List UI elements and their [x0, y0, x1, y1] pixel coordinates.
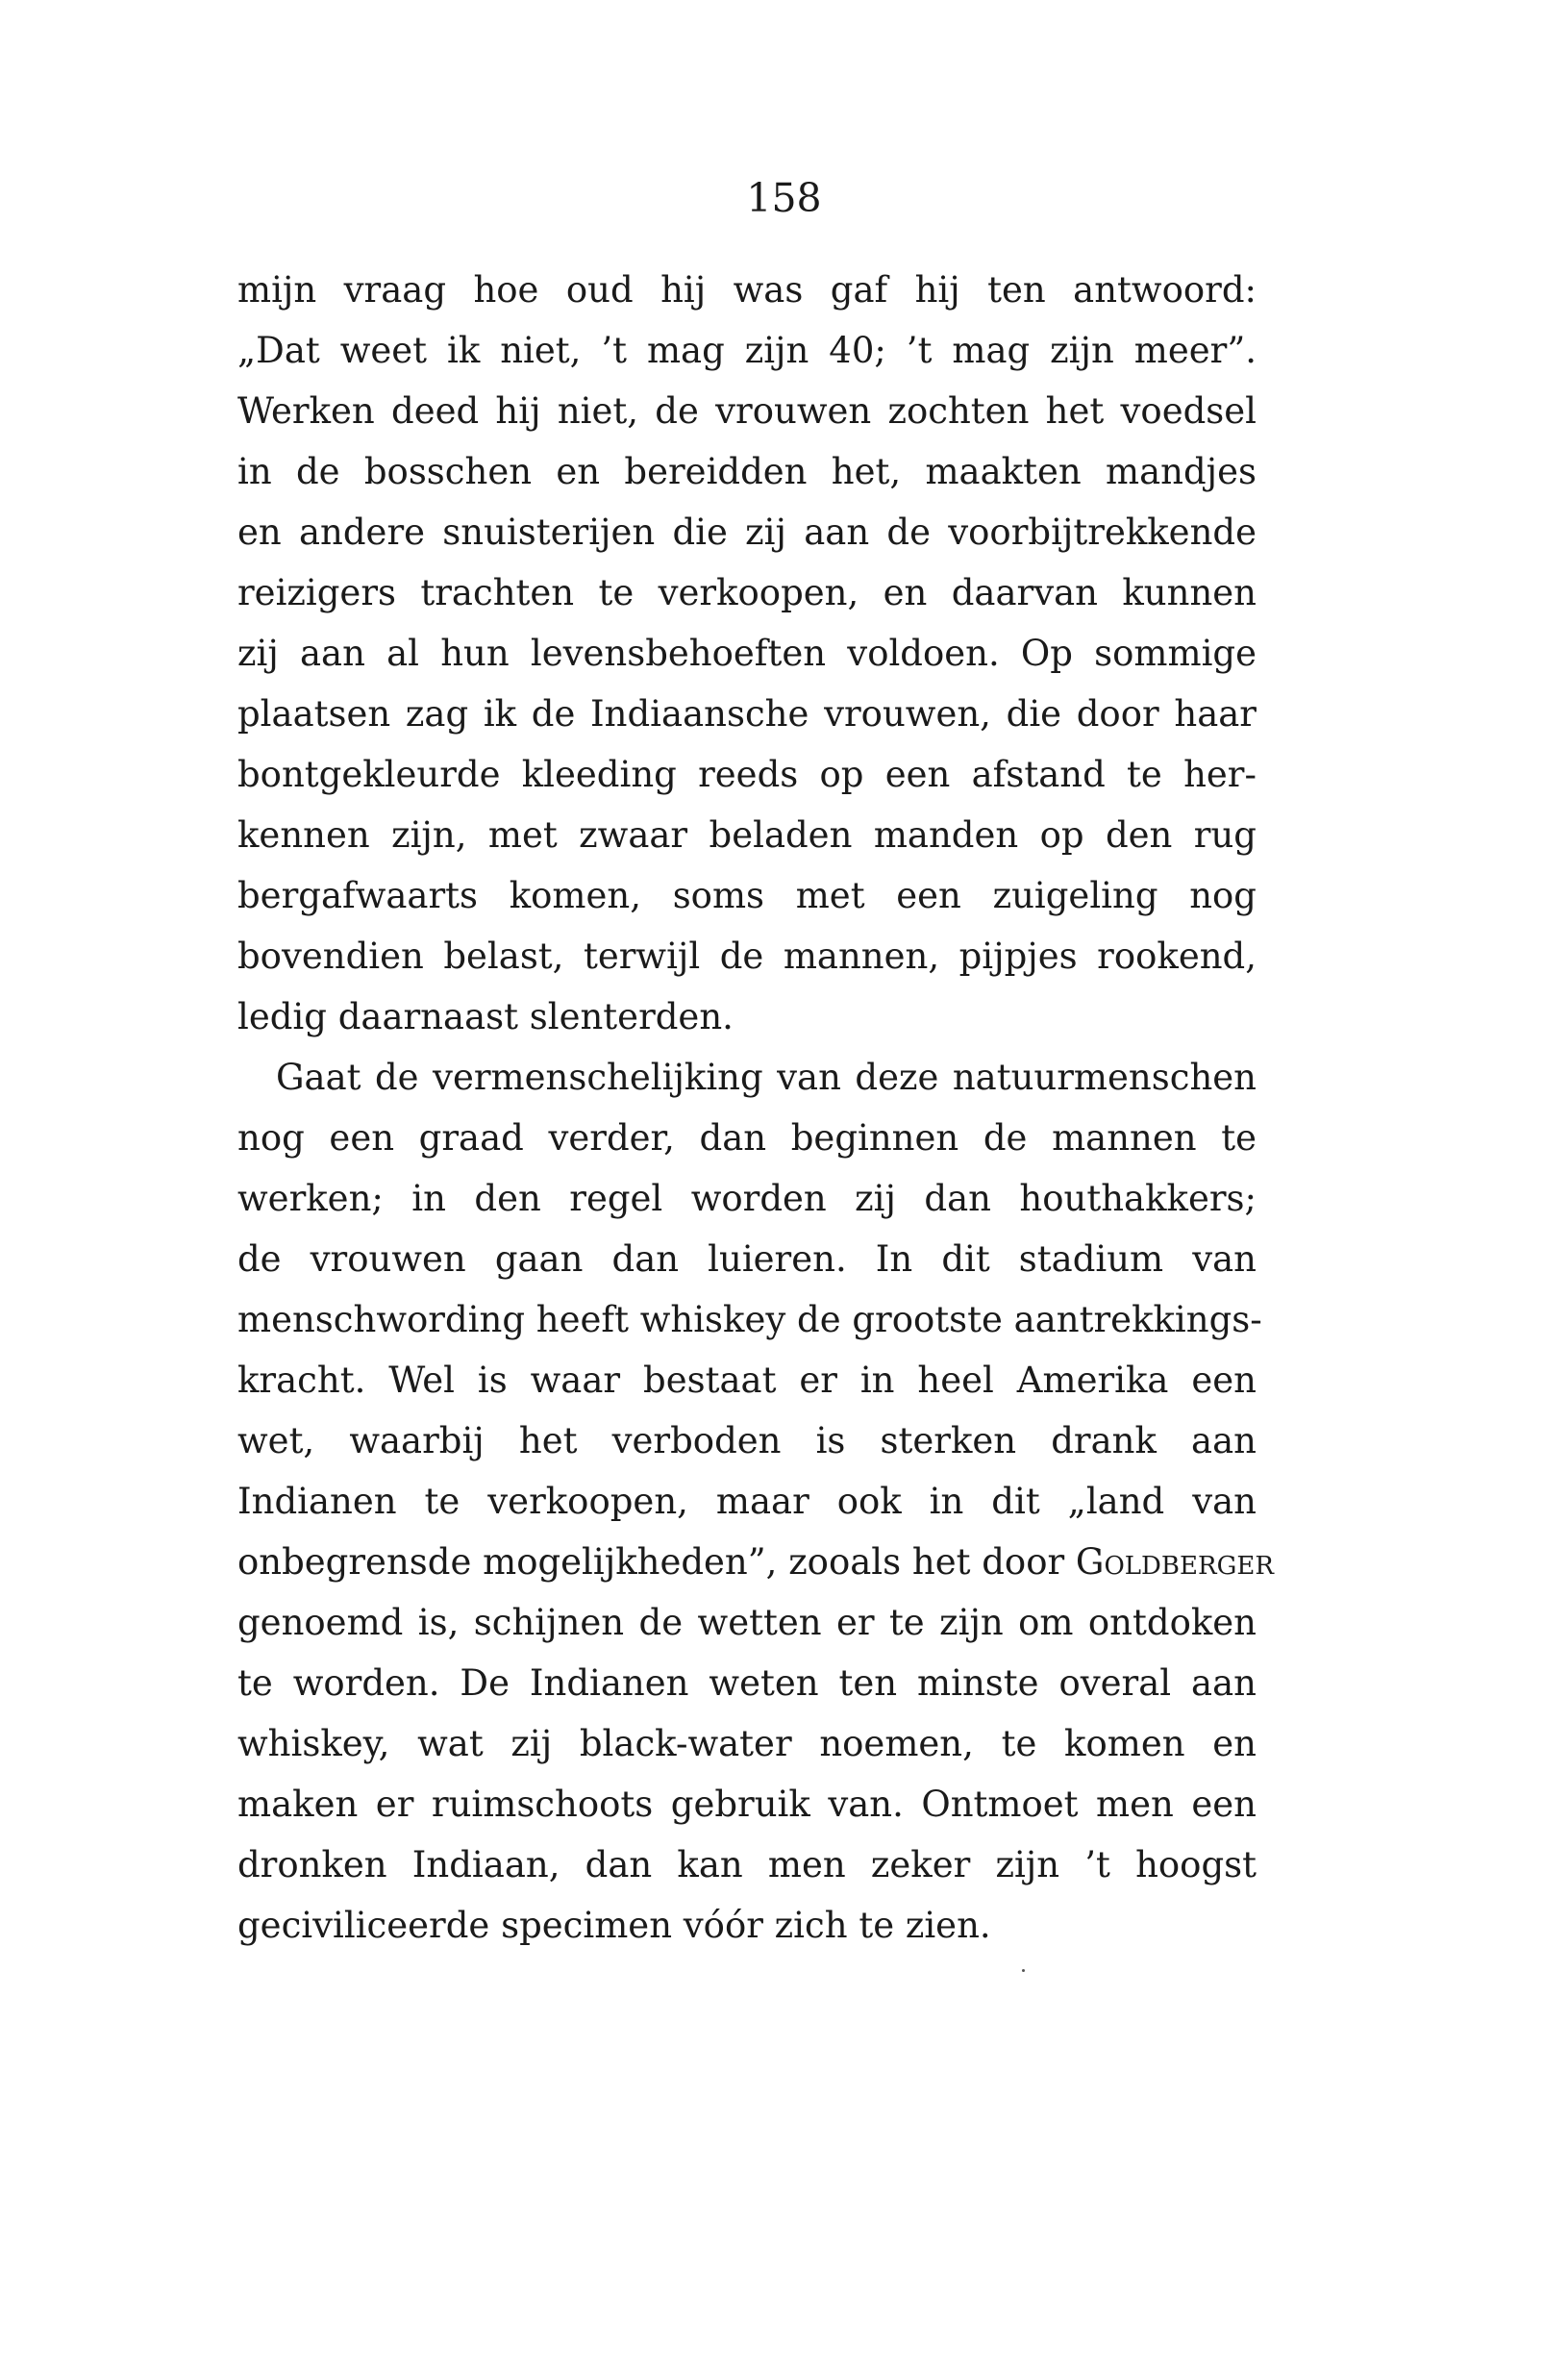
body-text: [237, 260, 1274, 1956]
text-segment: onbegrensde mogelijkheden”, zooals het door: [237, 1541, 1076, 1583]
text-line: en andere snuisterijen die zij aan de voorbijtrekkende: [237, 512, 1257, 553]
author-name: Goldberger: [1075, 1541, 1274, 1583]
text-line: in de bosschen en bereidden het, maakten mandjes: [237, 451, 1257, 492]
text-line: plaatsen zag ik de Indiaansche vrouwen, die door haar: [237, 693, 1257, 735]
text-line: mijn vraag hoe oud hij was gaf hij ten antwoord:: [237, 269, 1257, 311]
text-line: Indianen te verkoopen, maar ook in dit „land van: [237, 1481, 1257, 1522]
text-line: nog een graad verder, dan beginnen de mannen te: [237, 1117, 1257, 1159]
text-line: de vrouwen gaan dan luieren. In dit stadium van: [237, 1238, 1257, 1280]
text-line: te worden. De Indianen weten ten minste overal aan: [237, 1662, 1257, 1704]
text-line: bovendien belast, terwijl de mannen, pijpjes rookend,: [237, 936, 1257, 977]
text-line: kennen zijn, met zwaar beladen manden op den rug: [237, 814, 1257, 856]
text-line: [237, 1532, 1274, 1592]
text-line: wet, waarbij het verboden is sterken drank aan: [237, 1420, 1257, 1461]
text-line: dronken Indiaan, dan kan men zeker zijn ’t hoogst: [237, 1844, 1257, 1885]
page-number: 158: [746, 175, 822, 221]
text-line: whiskey, wat zij black-water noemen, te komen en: [237, 1723, 1257, 1764]
text-line: bontgekleurde kleeding reeds op een afstand te her-: [237, 754, 1257, 795]
text-line: Werken deed hij niet, de vrouwen zochten het voedsel: [237, 390, 1257, 432]
text-line: bergafwaarts komen, soms met een zuigeling nog: [237, 875, 1257, 916]
text-line: „Dat weet ik niet, ’t mag zijn 40; ’t mag zijn meer”.: [237, 330, 1257, 371]
text-line: ledig daarnaast slenterden.: [237, 996, 734, 1037]
text-line: zij aan al hun levensbehoeften voldoen. Op sommige: [237, 633, 1257, 674]
text-line: Gaat de vermenschelijking van deze natuurmenschen: [276, 1057, 1257, 1098]
text-line: maken er ruimschoots gebruik van. Ontmoet men een: [237, 1784, 1257, 1825]
text-line: kracht. Wel is waar bestaat er in heel Amerika een: [237, 1360, 1257, 1401]
text-line: werken; in den regel worden zij dan houthakkers;: [237, 1178, 1257, 1219]
text-line: geciviliceerde specimen vóór zich te zien.: [237, 1905, 991, 1946]
text-line: menschwording heeft whiskey de grootste aantrekkings-: [237, 1299, 1262, 1340]
ink-speck: [1022, 1969, 1025, 1972]
text-line: reizigers trachten te verkoopen, en daarvan kunnen: [237, 572, 1257, 613]
text-line: genoemd is, schijnen de wetten er te zijn om ontdoken: [237, 1602, 1257, 1643]
